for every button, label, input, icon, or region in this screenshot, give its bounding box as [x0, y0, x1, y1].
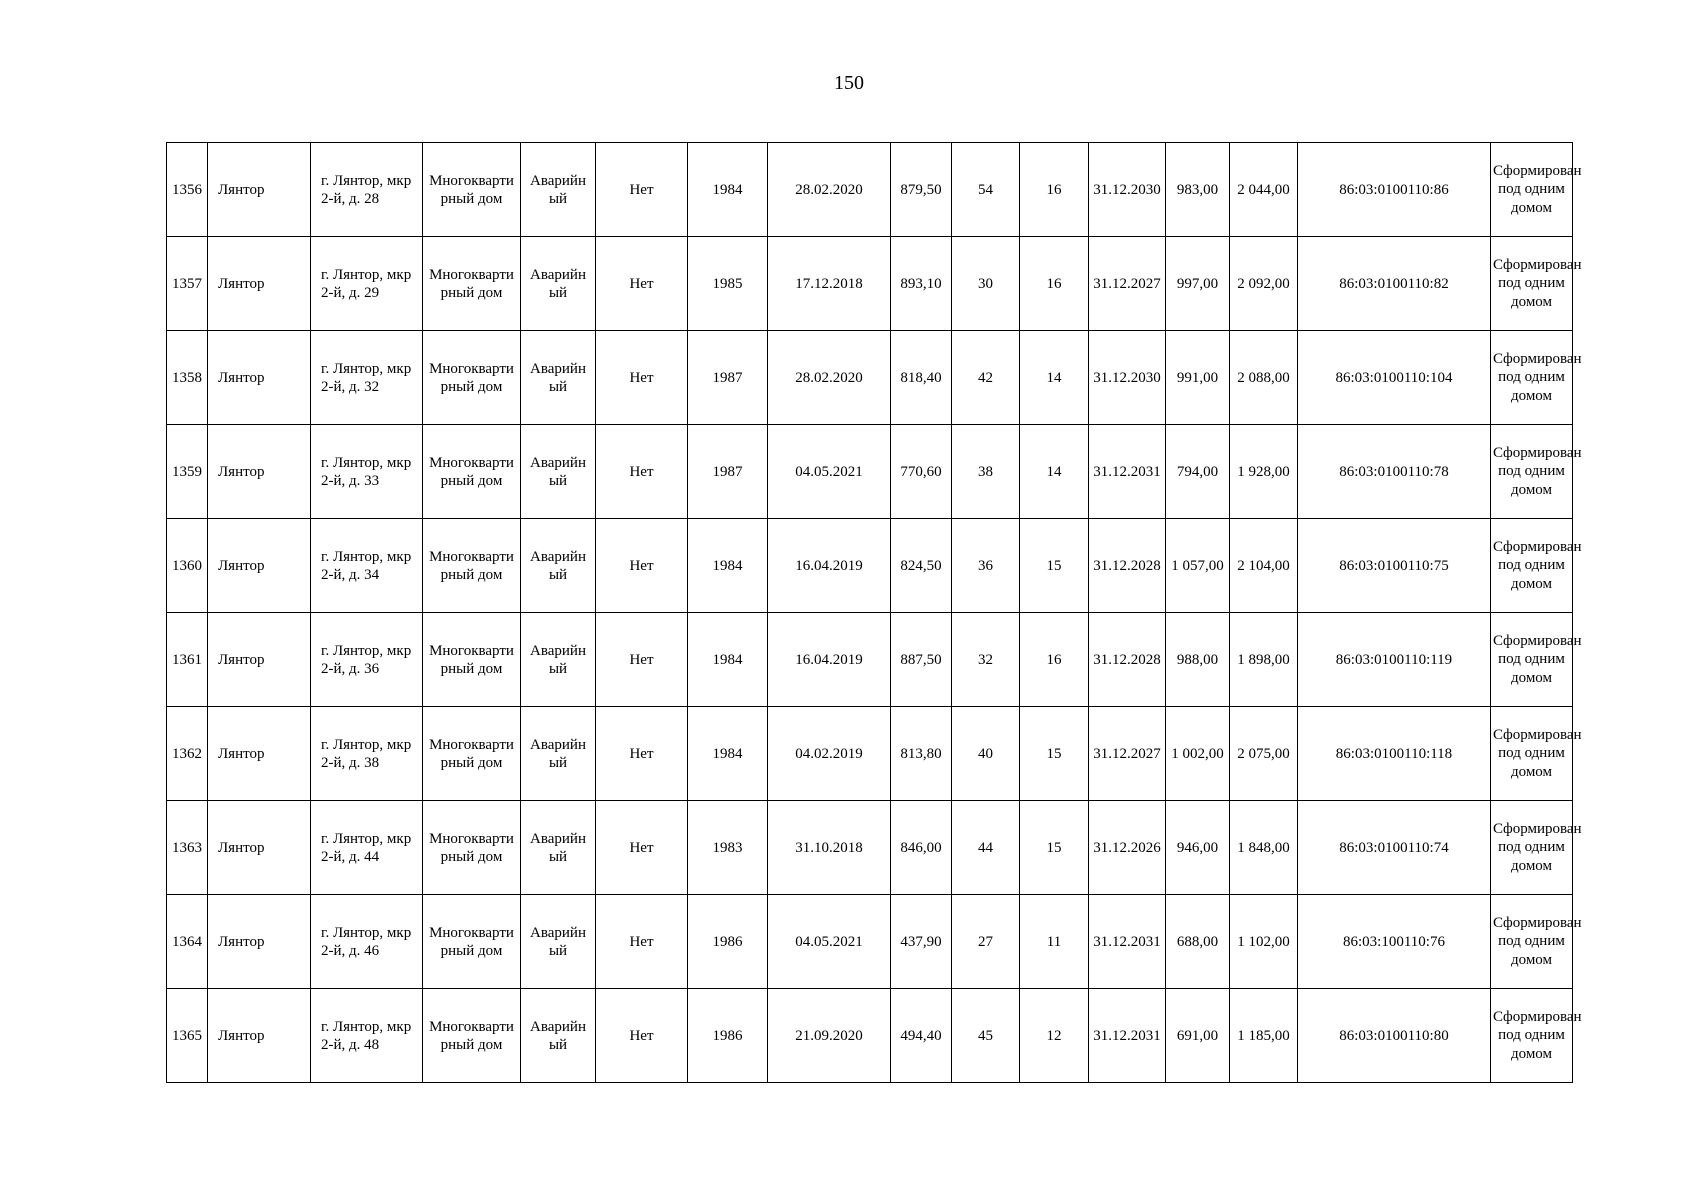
cadastral-number-cell: 86:03:0100110:119: [1298, 613, 1491, 707]
resettlement-deadline-cell: 31.12.2028: [1089, 519, 1166, 613]
cadastral-number-cell: 86:03:0100110:80: [1298, 989, 1491, 1083]
total-area-cell: 988,00: [1166, 613, 1230, 707]
condition-cell: Аварийный: [521, 237, 596, 331]
cadastral-number-cell: 86:03:0100110:74: [1298, 801, 1491, 895]
year-built-cell: 1984: [688, 519, 768, 613]
recognition-date-cell: 28.02.2020: [768, 331, 891, 425]
condition-cell: Аварийный: [521, 707, 596, 801]
town-cell: Лянтор: [208, 331, 311, 425]
cadastral-number-cell: 86:03:100110:76: [1298, 895, 1491, 989]
table-row: [167, 895, 1573, 989]
year-built-cell: 1984: [688, 143, 768, 237]
total-area-cell: 983,00: [1166, 143, 1230, 237]
recognition-date-cell: 04.05.2021: [768, 425, 891, 519]
table-row: [167, 237, 1573, 331]
recognition-date-cell: 28.02.2020: [768, 143, 891, 237]
town-cell: Лянтор: [208, 613, 311, 707]
table-row: [167, 801, 1573, 895]
row-number-cell: 1363: [167, 801, 208, 895]
residents-count-cell: 36: [952, 519, 1020, 613]
land-note-cell: Сформирован под одним домом: [1491, 895, 1573, 989]
land-area-cell: 2 104,00: [1230, 519, 1298, 613]
resettlement-deadline-cell: 31.12.2026: [1089, 801, 1166, 895]
apartments-count-cell: 15: [1020, 707, 1089, 801]
row-number-cell: 1362: [167, 707, 208, 801]
year-built-cell: 1986: [688, 989, 768, 1083]
year-built-cell: 1985: [688, 237, 768, 331]
cadastral-number-cell: 86:03:0100110:75: [1298, 519, 1491, 613]
flag-cell: Нет: [596, 989, 688, 1083]
land-note-cell: Сформирован под одним домом: [1491, 331, 1573, 425]
recognition-date-cell: 04.02.2019: [768, 707, 891, 801]
condition-cell: Аварийный: [521, 519, 596, 613]
table-row: [167, 331, 1573, 425]
address-cell: г. Лянтор, мкр 2-й, д. 48: [311, 989, 423, 1083]
cadastral-number-cell: 86:03:0100110:82: [1298, 237, 1491, 331]
row-number-cell: 1360: [167, 519, 208, 613]
apartments-count-cell: 15: [1020, 519, 1089, 613]
resettlement-deadline-cell: 31.12.2028: [1089, 613, 1166, 707]
apartments-count-cell: 15: [1020, 801, 1089, 895]
land-note-cell: Сформирован под одним домом: [1491, 707, 1573, 801]
living-area-cell: 818,40: [891, 331, 952, 425]
building-type-cell: Многоквартирный дом: [423, 707, 521, 801]
resettlement-deadline-cell: 31.12.2031: [1089, 425, 1166, 519]
cadastral-number-cell: 86:03:0100110:78: [1298, 425, 1491, 519]
condition-cell: Аварийный: [521, 331, 596, 425]
flag-cell: Нет: [596, 519, 688, 613]
flag-cell: Нет: [596, 895, 688, 989]
total-area-cell: 691,00: [1166, 989, 1230, 1083]
land-area-cell: 2 044,00: [1230, 143, 1298, 237]
table-row: [167, 707, 1573, 801]
residents-count-cell: 40: [952, 707, 1020, 801]
residents-count-cell: 45: [952, 989, 1020, 1083]
total-area-cell: 1 002,00: [1166, 707, 1230, 801]
living-area-cell: 494,40: [891, 989, 952, 1083]
residents-count-cell: 30: [952, 237, 1020, 331]
resettlement-deadline-cell: 31.12.2030: [1089, 331, 1166, 425]
land-area-cell: 1 848,00: [1230, 801, 1298, 895]
apartments-count-cell: 12: [1020, 989, 1089, 1083]
flag-cell: Нет: [596, 143, 688, 237]
town-cell: Лянтор: [208, 519, 311, 613]
living-area-cell: 770,60: [891, 425, 952, 519]
living-area-cell: 824,50: [891, 519, 952, 613]
land-area-cell: 2 075,00: [1230, 707, 1298, 801]
condition-cell: Аварийный: [521, 143, 596, 237]
year-built-cell: 1987: [688, 331, 768, 425]
living-area-cell: 846,00: [891, 801, 952, 895]
row-number-cell: 1359: [167, 425, 208, 519]
resettlement-deadline-cell: 31.12.2031: [1089, 895, 1166, 989]
condition-cell: Аварийный: [521, 989, 596, 1083]
table-row: [167, 613, 1573, 707]
registry-body: [167, 143, 1582, 1083]
building-type-cell: Многоквартирный дом: [423, 613, 521, 707]
apartments-count-cell: 14: [1020, 425, 1089, 519]
residents-count-cell: 32: [952, 613, 1020, 707]
cadastral-number-cell: 86:03:0100110:104: [1298, 331, 1491, 425]
cadastral-number-cell: 86:03:0100110:86: [1298, 143, 1491, 237]
building-type-cell: Многоквартирный дом: [423, 801, 521, 895]
address-cell: г. Лянтор, мкр 2-й, д. 36: [311, 613, 423, 707]
building-type-cell: Многоквартирный дом: [423, 143, 521, 237]
cadastral-number-cell: 86:03:0100110:118: [1298, 707, 1491, 801]
flag-cell: Нет: [596, 613, 688, 707]
apartments-count-cell: 11: [1020, 895, 1089, 989]
table-row: [167, 989, 1573, 1083]
housing-registry-table: [166, 142, 1582, 1083]
flag-cell: Нет: [596, 425, 688, 519]
total-area-cell: 997,00: [1166, 237, 1230, 331]
row-number-cell: 1361: [167, 613, 208, 707]
condition-cell: Аварийный: [521, 425, 596, 519]
flag-cell: Нет: [596, 331, 688, 425]
condition-cell: Аварийный: [521, 895, 596, 989]
building-type-cell: Многоквартирный дом: [423, 237, 521, 331]
address-cell: г. Лянтор, мкр 2-й, д. 38: [311, 707, 423, 801]
total-area-cell: 794,00: [1166, 425, 1230, 519]
land-note-cell: Сформирован под одним домом: [1491, 801, 1573, 895]
apartments-count-cell: 16: [1020, 613, 1089, 707]
residents-count-cell: 44: [952, 801, 1020, 895]
land-area-cell: 2 088,00: [1230, 331, 1298, 425]
recognition-date-cell: 21.09.2020: [768, 989, 891, 1083]
town-cell: Лянтор: [208, 895, 311, 989]
apartments-count-cell: 16: [1020, 237, 1089, 331]
flag-cell: Нет: [596, 237, 688, 331]
town-cell: Лянтор: [208, 989, 311, 1083]
town-cell: Лянтор: [208, 425, 311, 519]
land-area-cell: 1 102,00: [1230, 895, 1298, 989]
resettlement-deadline-cell: 31.12.2027: [1089, 237, 1166, 331]
row-number-cell: 1357: [167, 237, 208, 331]
residents-count-cell: 42: [952, 331, 1020, 425]
address-cell: г. Лянтор, мкр 2-й, д. 32: [311, 331, 423, 425]
resettlement-deadline-cell: 31.12.2030: [1089, 143, 1166, 237]
address-cell: г. Лянтор, мкр 2-й, д. 46: [311, 895, 423, 989]
page-number: 150: [834, 72, 864, 94]
total-area-cell: 688,00: [1166, 895, 1230, 989]
year-built-cell: 1983: [688, 801, 768, 895]
living-area-cell: 879,50: [891, 143, 952, 237]
living-area-cell: 437,90: [891, 895, 952, 989]
row-number-cell: 1365: [167, 989, 208, 1083]
land-note-cell: Сформирован под одним домом: [1491, 613, 1573, 707]
flag-cell: Нет: [596, 707, 688, 801]
resettlement-deadline-cell: 31.12.2027: [1089, 707, 1166, 801]
town-cell: Лянтор: [208, 801, 311, 895]
recognition-date-cell: 16.04.2019: [768, 519, 891, 613]
building-type-cell: Многоквартирный дом: [423, 331, 521, 425]
residents-count-cell: 38: [952, 425, 1020, 519]
recognition-date-cell: 04.05.2021: [768, 895, 891, 989]
apartments-count-cell: 16: [1020, 143, 1089, 237]
resettlement-deadline-cell: 31.12.2031: [1089, 989, 1166, 1083]
building-type-cell: Многоквартирный дом: [423, 895, 521, 989]
row-number-cell: 1356: [167, 143, 208, 237]
residents-count-cell: 54: [952, 143, 1020, 237]
total-area-cell: 1 057,00: [1166, 519, 1230, 613]
recognition-date-cell: 31.10.2018: [768, 801, 891, 895]
recognition-date-cell: 17.12.2018: [768, 237, 891, 331]
row-number-cell: 1364: [167, 895, 208, 989]
land-note-cell: Сформирован под одним домом: [1491, 143, 1573, 237]
town-cell: Лянтор: [208, 143, 311, 237]
condition-cell: Аварийный: [521, 801, 596, 895]
building-type-cell: Многоквартирный дом: [423, 519, 521, 613]
land-area-cell: 2 092,00: [1230, 237, 1298, 331]
recognition-date-cell: 16.04.2019: [768, 613, 891, 707]
town-cell: Лянтор: [208, 707, 311, 801]
address-cell: г. Лянтор, мкр 2-й, д. 29: [311, 237, 423, 331]
year-built-cell: 1984: [688, 707, 768, 801]
table-row: [167, 519, 1573, 613]
table-row: [167, 143, 1573, 237]
address-cell: г. Лянтор, мкр 2-й, д. 28: [311, 143, 423, 237]
building-type-cell: Многоквартирный дом: [423, 989, 521, 1083]
residents-count-cell: 27: [952, 895, 1020, 989]
total-area-cell: 946,00: [1166, 801, 1230, 895]
land-note-cell: Сформирован под одним домом: [1491, 989, 1573, 1083]
land-area-cell: 1 928,00: [1230, 425, 1298, 519]
flag-cell: Нет: [596, 801, 688, 895]
apartments-count-cell: 14: [1020, 331, 1089, 425]
land-note-cell: Сформирован под одним домом: [1491, 237, 1573, 331]
living-area-cell: 813,80: [891, 707, 952, 801]
land-area-cell: 1 898,00: [1230, 613, 1298, 707]
address-cell: г. Лянтор, мкр 2-й, д. 34: [311, 519, 423, 613]
condition-cell: Аварийный: [521, 613, 596, 707]
building-type-cell: Многоквартирный дом: [423, 425, 521, 519]
living-area-cell: 887,50: [891, 613, 952, 707]
land-note-cell: Сформирован под одним домом: [1491, 519, 1573, 613]
land-area-cell: 1 185,00: [1230, 989, 1298, 1083]
year-built-cell: 1987: [688, 425, 768, 519]
year-built-cell: 1984: [688, 613, 768, 707]
land-note-cell: Сформирован под одним домом: [1491, 425, 1573, 519]
table-row: [167, 425, 1573, 519]
living-area-cell: 893,10: [891, 237, 952, 331]
total-area-cell: 991,00: [1166, 331, 1230, 425]
row-number-cell: 1358: [167, 331, 208, 425]
town-cell: Лянтор: [208, 237, 311, 331]
year-built-cell: 1986: [688, 895, 768, 989]
address-cell: г. Лянтор, мкр 2-й, д. 44: [311, 801, 423, 895]
address-cell: г. Лянтор, мкр 2-й, д. 33: [311, 425, 423, 519]
